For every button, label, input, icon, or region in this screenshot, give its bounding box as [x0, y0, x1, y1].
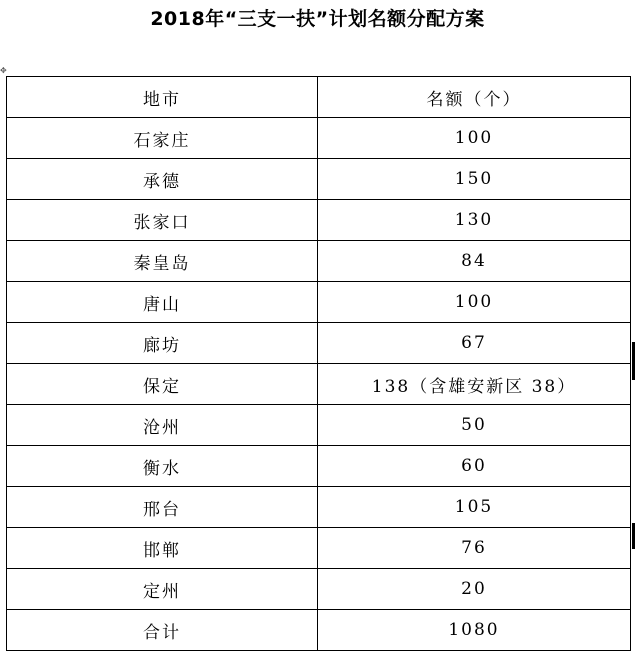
cell-quota: 138（含雄安新区 38） — [318, 364, 631, 405]
cell-quota: 130 — [318, 200, 631, 241]
cell-quota: 20 — [318, 569, 631, 610]
cell-city: 邯郸 — [7, 528, 318, 569]
table-row — [7, 118, 631, 159]
cell-city: 张家口 — [7, 200, 318, 241]
table-row — [7, 528, 631, 569]
cell-city: 衡水 — [7, 446, 318, 487]
cell-city: 唐山 — [7, 282, 318, 323]
cell-city: 合计 — [7, 610, 318, 651]
table-row — [7, 364, 631, 405]
cell-quota: 67 — [318, 323, 631, 364]
table-row — [7, 282, 631, 323]
table-row — [7, 200, 631, 241]
table-row — [7, 487, 631, 528]
quota-table-container — [6, 76, 628, 651]
cell-quota: 50 — [318, 405, 631, 446]
table-header-row — [7, 77, 631, 118]
table-row — [7, 159, 631, 200]
cell-quota: 105 — [318, 487, 631, 528]
cell-city: 保定 — [7, 364, 318, 405]
header-quota: 名额（个） — [318, 77, 631, 118]
header-city: 地市 — [7, 77, 318, 118]
cell-quota: 84 — [318, 241, 631, 282]
cell-quota: 150 — [318, 159, 631, 200]
cell-quota: 100 — [318, 118, 631, 159]
cell-city: 邢台 — [7, 487, 318, 528]
table-row — [7, 610, 631, 651]
quota-table — [6, 76, 631, 651]
cell-quota: 76 — [318, 528, 631, 569]
cell-city: 石家庄 — [7, 118, 318, 159]
cell-city: 秦皇岛 — [7, 241, 318, 282]
table-row — [7, 446, 631, 487]
table-row — [7, 241, 631, 282]
cell-quota: 60 — [318, 446, 631, 487]
cell-city: 承德 — [7, 159, 318, 200]
move-handle-icon[interactable]: ✥ — [0, 66, 7, 75]
table-row — [7, 405, 631, 446]
table-row — [7, 569, 631, 610]
table-row — [7, 323, 631, 364]
cell-city: 沧州 — [7, 405, 318, 446]
cell-city: 定州 — [7, 569, 318, 610]
cell-quota: 100 — [318, 282, 631, 323]
cell-city: 廊坊 — [7, 323, 318, 364]
document-title: 2018年“三支一扶”计划名额分配方案 — [150, 8, 485, 30]
cell-quota: 1080 — [318, 610, 631, 651]
